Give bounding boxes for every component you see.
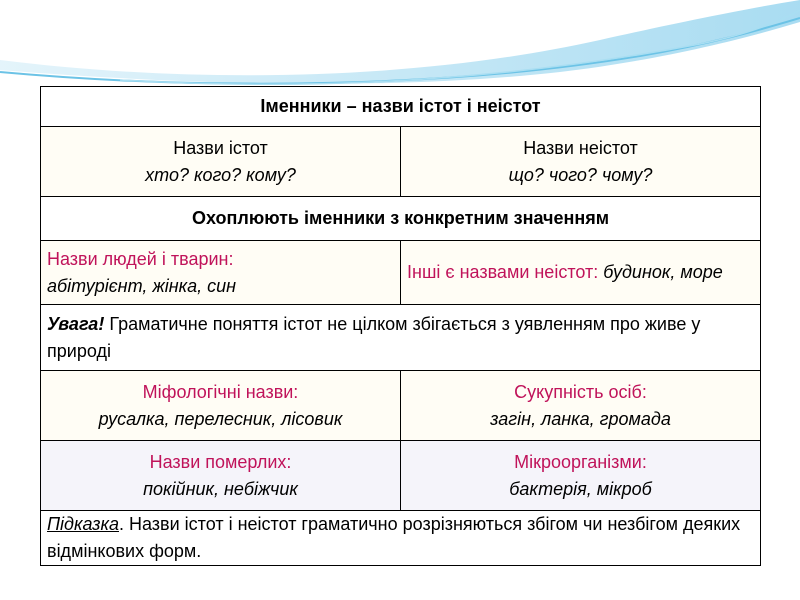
animate-title: Назви істот: [173, 137, 268, 158]
header-wave-decoration: [0, 0, 800, 90]
table-row: [41, 197, 761, 241]
animate-questions: хто? кого? кому?: [145, 164, 296, 185]
deceased-examples: покійник, небіжчик: [143, 478, 298, 499]
inanimate-title: Назви неістот: [523, 137, 638, 158]
table-row: [41, 241, 761, 305]
microorganisms-examples: бактерія, мікроб: [509, 478, 652, 499]
deceased-label: Назви померлих:: [149, 451, 292, 472]
hint-label: Підказка: [47, 514, 119, 534]
cell-deceased: [41, 441, 401, 511]
cell-mythological: [41, 371, 401, 441]
cell-animate: [41, 127, 401, 197]
collective-examples: загін, ланка, громада: [490, 408, 671, 429]
table-row: [41, 511, 761, 566]
others-examples: будинок, море: [603, 262, 723, 282]
table-title: Іменники – назви істот і неістот: [41, 87, 761, 127]
cell-inanimate: [401, 127, 761, 197]
table-row: [41, 371, 761, 441]
table-row: [41, 441, 761, 511]
cell-hint: Підказка. Назви істот і неістот граматично розрізняються збігом чи незбігом деяких відмінкових форм.: [41, 511, 761, 566]
cell-others: [401, 241, 761, 305]
nouns-table: [40, 86, 761, 566]
people-animals-label: Назви людей і тварин:: [47, 248, 234, 269]
wave-band: [0, 0, 800, 84]
collective-label: Сукупність осіб:: [514, 381, 647, 402]
table-row: [41, 127, 761, 197]
hint-text: Назви істот і неістот граматично розрізняються збігом чи незбігом деяких відмінкових форм.: [47, 514, 741, 561]
note-text: Граматичне поняття істот не цілком збігається з уявленням про живе у природі: [47, 313, 701, 361]
table-subtitle: Охоплюють іменники з конкретним значенням: [41, 197, 761, 241]
mythological-label: Міфологічні назви:: [142, 381, 299, 402]
inanimate-questions: що? чого? чому?: [508, 164, 653, 185]
people-animals-examples: абітурієнт, жінка, син: [47, 275, 237, 296]
note-label: Увага!: [47, 313, 105, 334]
microorganisms-label: Мікроорганізми:: [514, 451, 647, 472]
cell-collective: [401, 371, 761, 441]
others-label: Інші є назвами неістот:: [407, 262, 599, 282]
cell-microorganisms: [401, 441, 761, 511]
cell-note: [41, 305, 761, 371]
mythological-examples: русалка, перелесник, лісовик: [98, 408, 343, 429]
table-row: [41, 305, 761, 371]
table-row: [41, 87, 761, 127]
cell-people-animals: [41, 241, 401, 305]
